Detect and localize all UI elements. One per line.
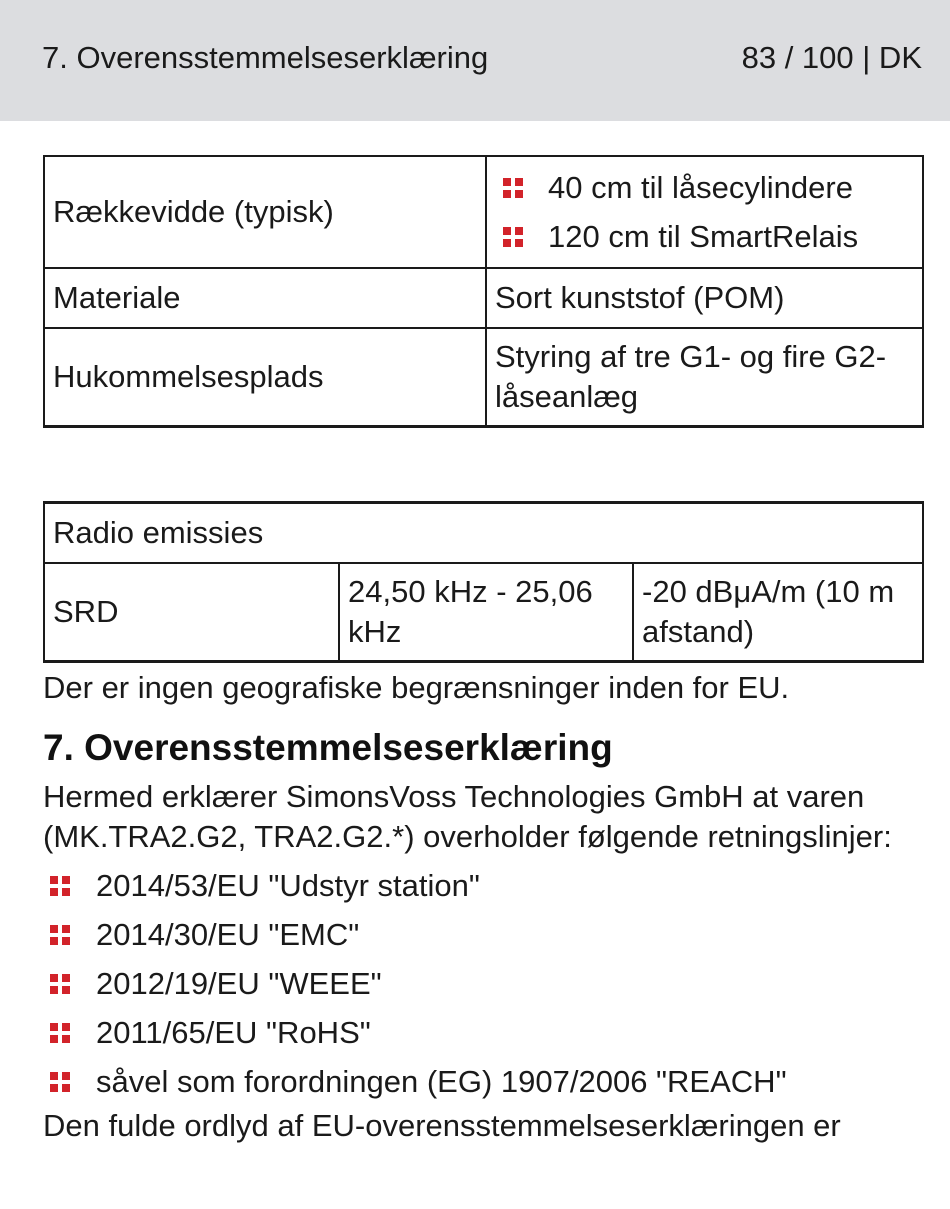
bullet-icon bbox=[50, 974, 70, 994]
table-row bbox=[44, 328, 923, 427]
directive-text: 2011/65/EU "RoHS" bbox=[96, 1014, 371, 1050]
radio-power-cell: -20 dBμA/m (10 m afstand) bbox=[633, 563, 923, 662]
range-bullet-text: 120 cm til SmartRelais bbox=[548, 218, 859, 254]
material-label: Materiale bbox=[44, 268, 486, 328]
directive-text: 2012/19/EU "WEEE" bbox=[96, 965, 382, 1001]
page-header bbox=[0, 0, 950, 121]
intro-line: Hermed erklærer SimonsVoss Technologies GmbH at varen bbox=[43, 779, 865, 814]
list-item bbox=[50, 959, 787, 1008]
specs-table bbox=[43, 155, 924, 428]
table-row bbox=[44, 563, 923, 662]
section-heading: 7. Overensstemmelseserklæring bbox=[43, 727, 613, 768]
header-section-title: 7. Overensstemmelseserklæring bbox=[42, 40, 489, 75]
directives-list bbox=[50, 861, 787, 1106]
range-bullet-text: 40 cm til låsecylindere bbox=[548, 169, 853, 205]
bullet-icon bbox=[50, 1023, 70, 1043]
table-row bbox=[44, 268, 923, 328]
radio-table-heading: Radio emissies bbox=[44, 503, 923, 564]
bullet-icon bbox=[503, 178, 523, 198]
bullet-icon bbox=[50, 925, 70, 945]
list-item bbox=[50, 910, 787, 959]
geo-note: Der er ingen geografiske begrænsninger inden for EU. bbox=[43, 670, 790, 705]
list-item bbox=[50, 861, 787, 910]
directive-text: 2014/53/EU "Udstyr station" bbox=[96, 867, 480, 903]
bullet-icon bbox=[503, 227, 523, 247]
list-item bbox=[50, 1057, 787, 1106]
table-row bbox=[44, 156, 923, 268]
material-value: Sort kunststof (POM) bbox=[486, 268, 923, 328]
intro-paragraph bbox=[43, 777, 892, 857]
radio-frequency-cell: 24,50 kHz - 25,06 kHz bbox=[339, 563, 633, 662]
table-row bbox=[44, 503, 923, 564]
range-value bbox=[486, 156, 923, 268]
directive-text: 2014/30/EU "EMC" bbox=[96, 916, 360, 952]
list-item bbox=[495, 212, 914, 261]
memory-label: Hukommelsesplads bbox=[44, 328, 486, 427]
range-bullet-list bbox=[495, 163, 914, 261]
directive-text: såvel som forordningen (EG) 1907/2006 "REACH" bbox=[96, 1063, 787, 1099]
closing-paragraph: Den fulde ordlyd af EU-overensstemmelseserklæringen er bbox=[43, 1108, 841, 1143]
range-label: Rækkevidde (typisk) bbox=[44, 156, 486, 268]
intro-line: (MK.TRA2.G2, TRA2.G2.*) overholder følgende retningslinjer: bbox=[43, 819, 892, 854]
radio-type-cell: SRD bbox=[44, 563, 339, 662]
header-page-info: 83 / 100 | DK bbox=[741, 40, 922, 75]
list-item bbox=[50, 1008, 787, 1057]
bullet-icon bbox=[50, 876, 70, 896]
list-item bbox=[495, 163, 914, 212]
memory-value: Styring af tre G1- og fire G2-låseanlæg bbox=[486, 328, 923, 427]
radio-emissions-table bbox=[43, 501, 924, 663]
bullet-icon bbox=[50, 1072, 70, 1092]
